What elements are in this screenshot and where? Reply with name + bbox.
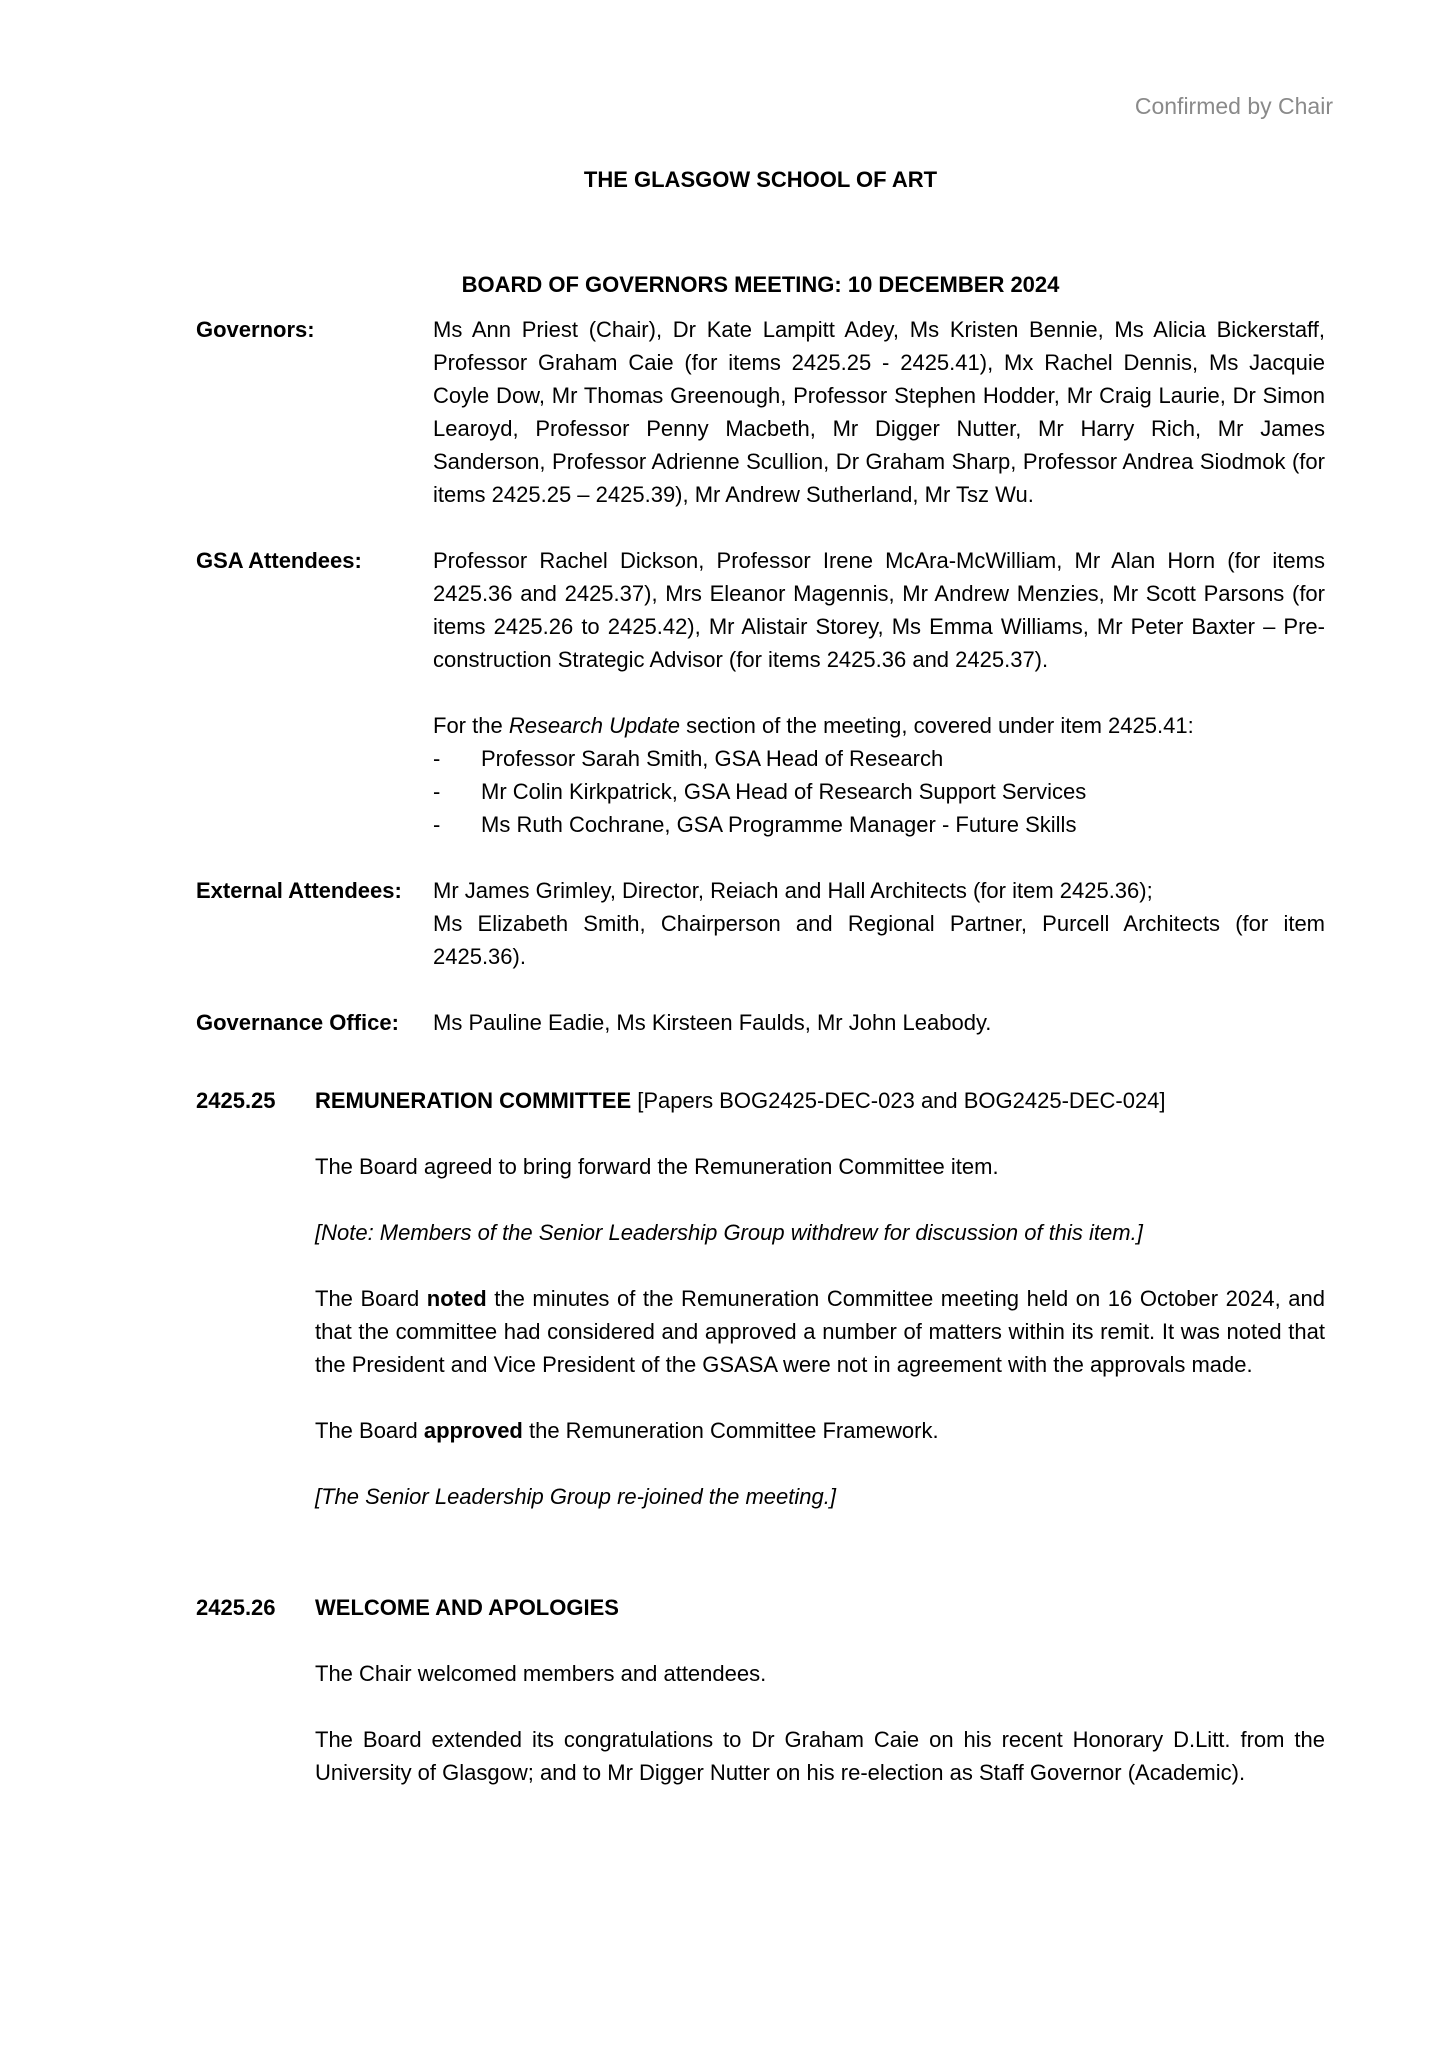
confirmed-by-chair-note: Confirmed by Chair — [1134, 93, 1333, 119]
item-2425-26 — [196, 1591, 1325, 1822]
item-body — [315, 1591, 1325, 1822]
item-2425-25-section — [0, 1084, 1448, 1546]
item-body — [315, 1084, 1325, 1546]
item-2425-26-section — [0, 1591, 1448, 1822]
gsa-attendees-label: GSA Attendees: — [196, 548, 362, 573]
paragraph-welcome: The Chair welcomed members and attendees. — [315, 1661, 767, 1686]
item-number: 2425.26 — [196, 1595, 276, 1620]
paragraph-note: [Note: Members of the Senior Leadership Group withdrew for discussion of this item.] — [315, 1220, 1143, 1245]
external-attendees-text: Mr James Grimley, Director, Reiach and Hall Architects (for item 2425.36); Ms Elizabeth Smith, Chairperson and Regional Partner, Purcell Architects (for item 2425.36). — [433, 878, 1325, 969]
dash-bullet: - — [433, 746, 441, 771]
governance-office-row — [196, 1006, 1325, 1039]
doc-subtitle: BOARD OF GOVERNORS MEETING: 10 DECEMBER 2024 — [461, 272, 1060, 297]
research-list-item — [433, 775, 1325, 808]
gsa-attendees-text: Professor Rachel Dickson, Professor Irene McAra-McWilliam, Mr Alan Horn (for items 2425.36 and 2425.37), Mrs Eleanor Magennis, Mr Andrew Menzies, Mr Scott Parsons (for items 2425.26 to 2425.42), Mr Alistair Storey, Ms Emma Williams, Mr Peter Baxter – Pre-construction Strategic Advisor (for items 2425.36 and 2425.37). — [433, 548, 1325, 672]
research-person: Ms Ruth Cochrane, GSA Programme Manager - Future Skills — [481, 812, 1077, 837]
item-heading: WELCOME AND APOLOGIES — [315, 1595, 619, 1620]
external-attendees-label: External Attendees: — [196, 878, 402, 903]
paragraph-noted: The Board noted the minutes of the Remuneration Committee meeting held on 16 October 2024, and that the committee had considered and approved a number of matters within its remit. It was noted that the President and Vice President of the GSASA were not in agreement with the approvals made. — [315, 1286, 1325, 1377]
item-number: 2425.25 — [196, 1088, 276, 1113]
governors-row — [196, 313, 1325, 511]
governance-office-label: Governance Office: — [196, 1010, 399, 1035]
research-list-item — [433, 808, 1325, 841]
doc-title: THE GLASGOW SCHOOL OF ART — [583, 167, 938, 192]
governance-office-text: Ms Pauline Eadie, Ms Kirsteen Faulds, Mr John Leabody. — [433, 1010, 992, 1035]
external-attendees-row — [196, 874, 1325, 973]
item-heading: REMUNERATION COMMITTEE [Papers BOG2425-DEC-023 and BOG2425-DEC-024] — [315, 1088, 1166, 1113]
governors-label: Governors: — [196, 317, 315, 342]
research-update-italic: Research Update — [508, 713, 681, 738]
noted-bold: noted — [426, 1286, 487, 1311]
research-update-spacer — [196, 709, 433, 841]
research-person: Mr Colin Kirkpatrick, GSA Head of Research Support Services — [481, 779, 1087, 804]
item-2425-25 — [196, 1084, 1325, 1546]
gsa-attendees-row — [196, 544, 1325, 676]
research-list-item — [433, 742, 1325, 775]
research-list — [433, 742, 1325, 841]
dash-bullet: - — [433, 812, 441, 837]
research-update-block — [433, 709, 1325, 841]
attendees-section — [0, 313, 1448, 1039]
research-intro: For the Research Update section of the meeting, covered under item 2425.41: — [433, 713, 1194, 738]
approved-bold: approved — [423, 1418, 523, 1443]
paragraph-agreed: The Board agreed to bring forward the Remuneration Committee item. — [315, 1154, 999, 1179]
research-update-row — [196, 709, 1325, 841]
paragraph-rejoined: [The Senior Leadership Group re-joined the meeting.] — [315, 1484, 836, 1509]
governors-text: Ms Ann Priest (Chair), Dr Kate Lampitt Adey, Ms Kristen Bennie, Ms Alicia Bickerstaff, Professor Graham Caie (for items 2425.25 - 2425.41), Mx Rachel Dennis, Ms Jacquie Coyle Dow, Mr Thomas Greenough, Professor Stephen Hodder, Mr Craig Laurie, Dr Simon Learoyd, Professor Penny Macbeth, Mr Digger Nutter, Mr Harry Rich, Mr James Sanderson, Professor Adrienne Scullion, Dr Graham Sharp, Professor Andrea Siodmok (for items 2425.25 – 2425.39), Mr Andrew Sutherland, Mr Tsz Wu. — [433, 317, 1325, 507]
paragraph-approved: The Board approved the Remuneration Committee Framework. — [315, 1418, 939, 1443]
research-person: Professor Sarah Smith, GSA Head of Research — [481, 746, 944, 771]
dash-bullet: - — [433, 779, 441, 804]
paragraph-congratulations: The Board extended its congratulations to Dr Graham Caie on his recent Honorary D.Litt. from the University of Glasgow; and to Mr Digger Nutter on his re-election as Staff Governor (Academic). — [315, 1727, 1325, 1785]
